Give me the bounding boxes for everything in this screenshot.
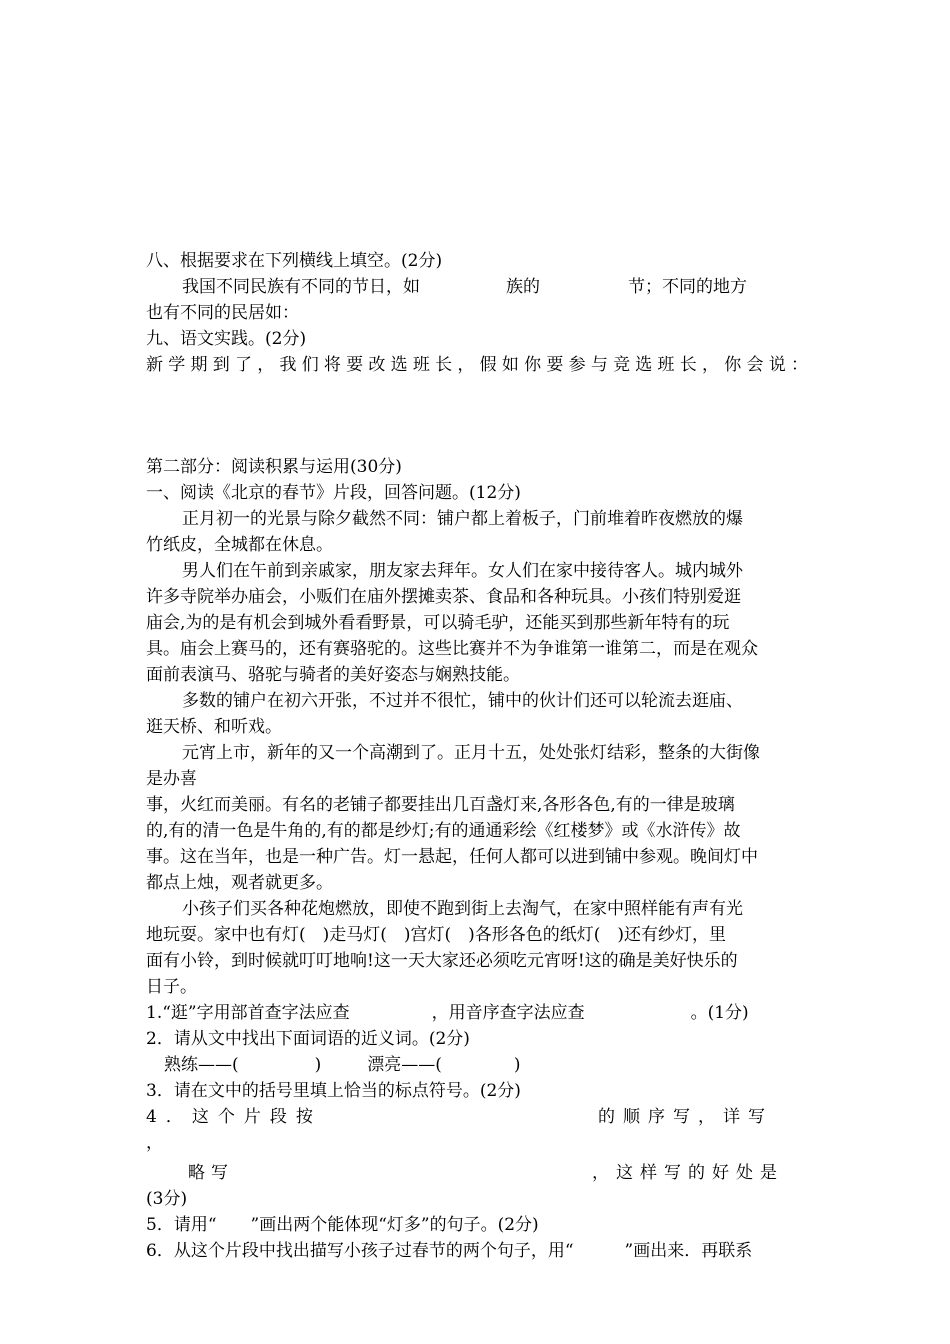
question-2: 2．请从文中找出下面词语的近义词。(2分) (146, 1029, 470, 1049)
question-1 (146, 1000, 808, 1026)
passage-line: 地玩耍。家中也有灯( )走马灯( )宫灯( )各形各色的纸灯( )还有纱灯，里 (146, 925, 727, 945)
section-9-prompt: 新学期到了，我们将要改选班长，假如你要参与竞选班长，你会说： (146, 355, 808, 375)
passage-line: 具。庙会上赛马的，还有赛骆驼的。这些比赛并不为争谁第一谁第二，而是在观众 (146, 639, 758, 659)
q2-close-2: ) (513, 1055, 521, 1075)
passage-line: 事，火红而美丽。有名的老铺子都要挂出几百盏灯来,各形各色,有的一律是玻璃 (146, 795, 735, 815)
passage-line: 男人们在午前到亲戚家，朋友家去拜年。女人们在家中接待客人。城内城外 (182, 561, 743, 581)
section-8-line-2: 也有不同的民居如： (146, 303, 299, 323)
section-9-title: 九、语文实践。(2分) (146, 329, 307, 349)
passage-line: 日子。 (146, 977, 197, 997)
question-2-items (146, 1052, 808, 1078)
q2-word-1: 熟练——( (164, 1055, 239, 1075)
section-8-line-1 (146, 274, 808, 300)
passage-line: 事。这在当年，也是一种广告。灯一悬起，任何人都可以进到铺中参观。晚间灯中 (146, 847, 758, 867)
q1-text-b: ，用音序查字法应查 (431, 1003, 585, 1023)
passage-line: 正月初一的光景与除夕截然不同：铺户都上着板子，门前堆着昨夜燃放的爆 (182, 509, 743, 529)
section-8-text-a: 我国不同民族有不同的节日，如 (182, 277, 420, 297)
passage-line: 都点上烛，观者就更多。 (146, 873, 333, 893)
part-2-title: 第二部分：阅读积累与运用(30分) (146, 457, 402, 477)
q4-text-d: 略写 (188, 1163, 234, 1183)
q4-text-b: 的顺序写，详写 (598, 1107, 773, 1127)
q2-close-1: ) (314, 1055, 322, 1075)
section-8-title: 八、根据要求在下列横线上填空。(2分) (146, 251, 443, 271)
answer-space[interactable] (146, 378, 808, 454)
question-4-comma: ， (146, 1133, 163, 1153)
question-1-title: 一、阅读《北京的春节》片段，回答问题。(12分) (146, 483, 521, 503)
question-4-score: (3分) (146, 1189, 188, 1209)
passage-line: 面有小铃，到时候就叮叮地响!这一天大家还必须吃元宵呀!这的确是美好快乐的 (146, 951, 738, 971)
q1-text-a: 1.“逛”字用部首查字法应查 (146, 1003, 350, 1023)
q2-word-2: 漂亮——( (367, 1055, 442, 1075)
passage-line: 许多寺院举办庙会，小贩们在庙外摆摊卖茶、食品和各种玩具。小孩们特别爱逛 (146, 587, 741, 607)
passage-line: 竹纸皮，全城都在休息。 (146, 535, 333, 555)
question-6: 6．从这个片段中找出描写小孩子过春节的两个句子，用“ ”画出来．再联系 (146, 1241, 753, 1261)
q4-text-a: 4．这个片段按 (146, 1107, 322, 1127)
question-4-line-1 (146, 1104, 808, 1130)
question-3: 3．请在文中的括号里填上恰当的标点符号。(2分) (146, 1081, 521, 1101)
passage-line: 是办喜 (146, 769, 197, 789)
passage-line: 元宵上市，新年的又一个高潮到了。正月十五，处处张灯结彩，整条的大街像 (182, 743, 760, 763)
section-8-text-b: 族的 (506, 277, 540, 297)
passage-line: 小孩子们买各种花炮燃放，即使不跑到街上去淘气，在家中照样能有声有光 (182, 899, 743, 919)
passage-line: 庙会,为的是有机会到城外看看野景，可以骑毛驴，还能买到那些新年特有的玩 (146, 613, 730, 633)
q1-text-c: 。(1分) (690, 1003, 749, 1023)
passage-line: 逛天桥、和听戏。 (146, 717, 282, 737)
exam-page (146, 248, 808, 1264)
section-8-text-c: 节；不同的地方 (628, 277, 747, 297)
passage-line: 多数的铺户在初六开张，不过并不很忙，铺中的伙计们还可以轮流去逛庙、 (182, 691, 743, 711)
passage-line: 的,有的清一色是牛角的,有的都是纱灯;有的通通彩绘《红楼梦》或《水浒传》故 (146, 821, 741, 841)
q4-text-e: ，这样写的好处是 (592, 1163, 784, 1183)
question-5: 5．请用“ ”画出两个能体现“灯多”的句子。(2分) (146, 1215, 539, 1235)
question-4-line-2 (146, 1160, 808, 1186)
passage-line: 面前表演马、骆驼与骑者的美好姿态与娴熟技能。 (146, 665, 520, 685)
